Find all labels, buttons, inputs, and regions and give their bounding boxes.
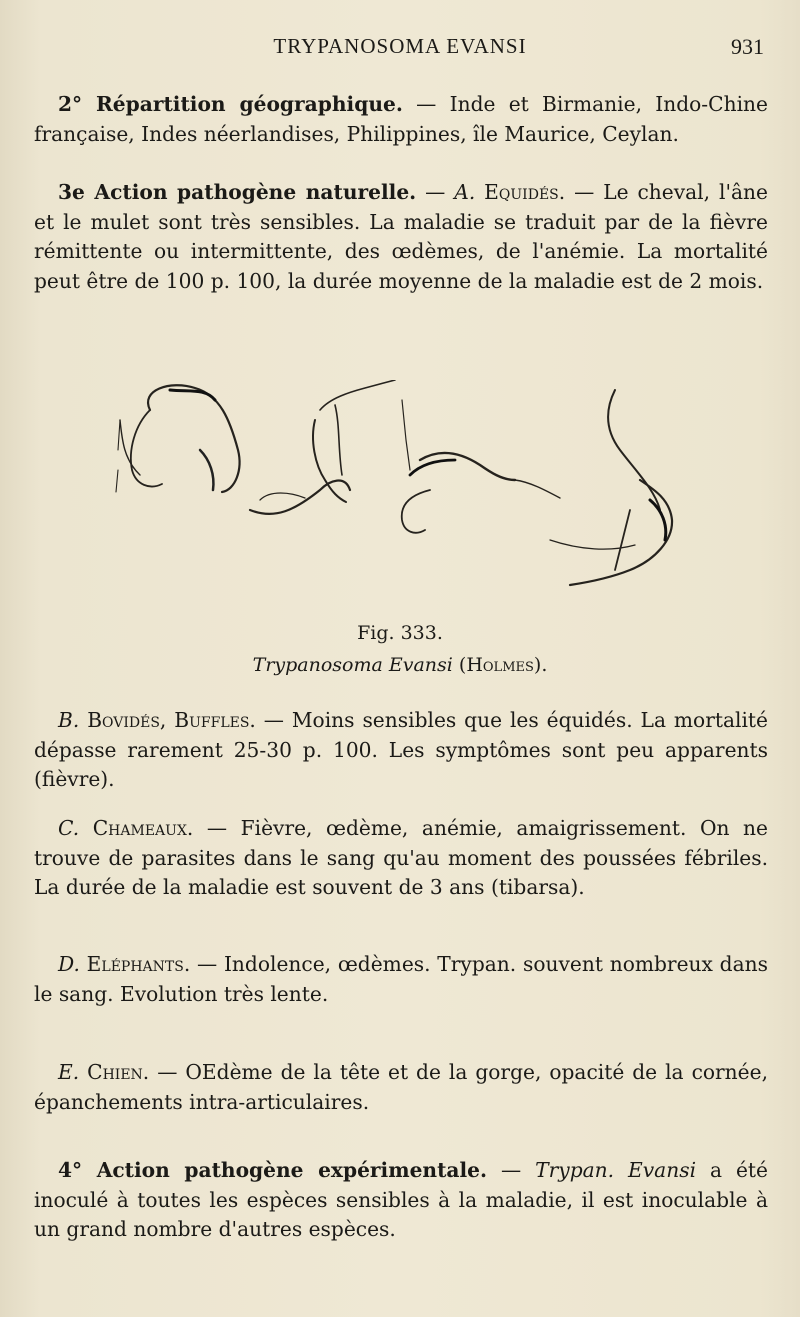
subsection-title-bovides: Bovidés, Buffles. [87, 708, 256, 732]
trypanosome-illustration [110, 380, 690, 610]
subsection-letter-b: B. [58, 708, 80, 732]
page-number: 931 [731, 34, 764, 59]
figure-label: Fig. 333. [357, 622, 443, 644]
paragraph-action-experimentale-body: a été inoculé à toutes les espèces sensibles à la maladie, il est inoculable à un grand nombre d'autres espèces. [34, 1158, 768, 1241]
subsection-letter-c: C. [58, 816, 80, 840]
paragraph-action-naturelle-body: — Le cheval, l'âne et le mulet sont très sensibles. La maladie se traduit par de la fièvre rémittente ou intermittente, des œdèmes, de l'anémie. La mortalité peut être de 100 p. 100, la durée moyenne de la maladie est de 2 mois. [34, 180, 768, 293]
paragraph-bovides-body: — Moins sensibles que les équidés. La mortalité dépasse rarement 25-30 p. 100. Les symptômes sont peu apparents (fièvre). [34, 708, 768, 791]
subsection-title-chameaux: Chameaux. [92, 816, 194, 840]
subsection-title-elephants: Eléphants. [86, 952, 191, 976]
paragraph-action-experimentale-dash: — [487, 1158, 536, 1182]
subsection-letter-a: A. [454, 180, 476, 204]
subsection-letter-d: D. [58, 952, 80, 976]
section-heading-action-naturelle: 3e Action pathogène naturelle. [58, 180, 417, 204]
paragraph-chameaux-body: — Fièvre, œdème, anémie, amaigrissement. On ne trouve de parasites dans le sang qu'au moment des poussées fébriles. La durée de la maladie est souvent de 3 ans (tibarsa). [34, 816, 768, 899]
figure-caption [0, 654, 800, 676]
paragraph-elephants [34, 950, 768, 1009]
trypanosome-figure-1 [116, 385, 240, 492]
paragraph-action-experimentale-species: Trypan. Evansi [535, 1158, 697, 1182]
section-heading-action-experimentale: 4° Action pathogène expérimentale. [58, 1158, 488, 1182]
paragraph-repartition [34, 90, 768, 149]
running-head: TRYPANOSOMA EVANSI [273, 34, 527, 58]
trypanosome-figure-4 [550, 390, 672, 585]
paragraph-repartition-body: — Inde et Birmanie, Indo-Chine française, Indes néerlandises, Philippines, île Maurice, Ceylan. [34, 92, 768, 146]
subsection-title-equides: Equidés. [484, 180, 566, 204]
paragraph-action-naturelle: 3e Action pathogène naturelle. — A. Equidés. — Le cheval, l'âne et le mulet sont très sensibles. La maladie se traduit par de la fièvre rémittente ou intermittente, des œdèmes, de l'anémie. La mortalité peut être de 100 p. 100, la durée moyenne de la maladie est de 2 mois. [34, 180, 768, 293]
figure-caption-species: Trypanosoma Evansi [252, 654, 453, 676]
subsection-title-chien: Chien. [87, 1060, 150, 1084]
subsection-letter-e: E. [58, 1060, 80, 1084]
page-header [0, 34, 800, 64]
trypanosome-figure-2 [250, 380, 395, 514]
paragraph-chameaux [34, 814, 768, 903]
paragraph-action-experimentale [34, 1156, 768, 1245]
paragraph-bovides [34, 706, 768, 795]
paragraph-elephants-body: — Indolence, œdèmes. Trypan. souvent nombreux dans le sang. Evolution très lente. [34, 952, 768, 1006]
paragraph-chien-body: — OEdème de la tête et de la gorge, opacité de la cornée, épanchements intra-articulaires. [34, 1060, 768, 1114]
trypanosome-figure-3 [402, 400, 560, 533]
paragraph-chien [34, 1058, 768, 1117]
section-heading-repartition: 2° Répartition géographique. [58, 92, 403, 116]
figure-caption-author: (Holmes). [458, 654, 548, 676]
